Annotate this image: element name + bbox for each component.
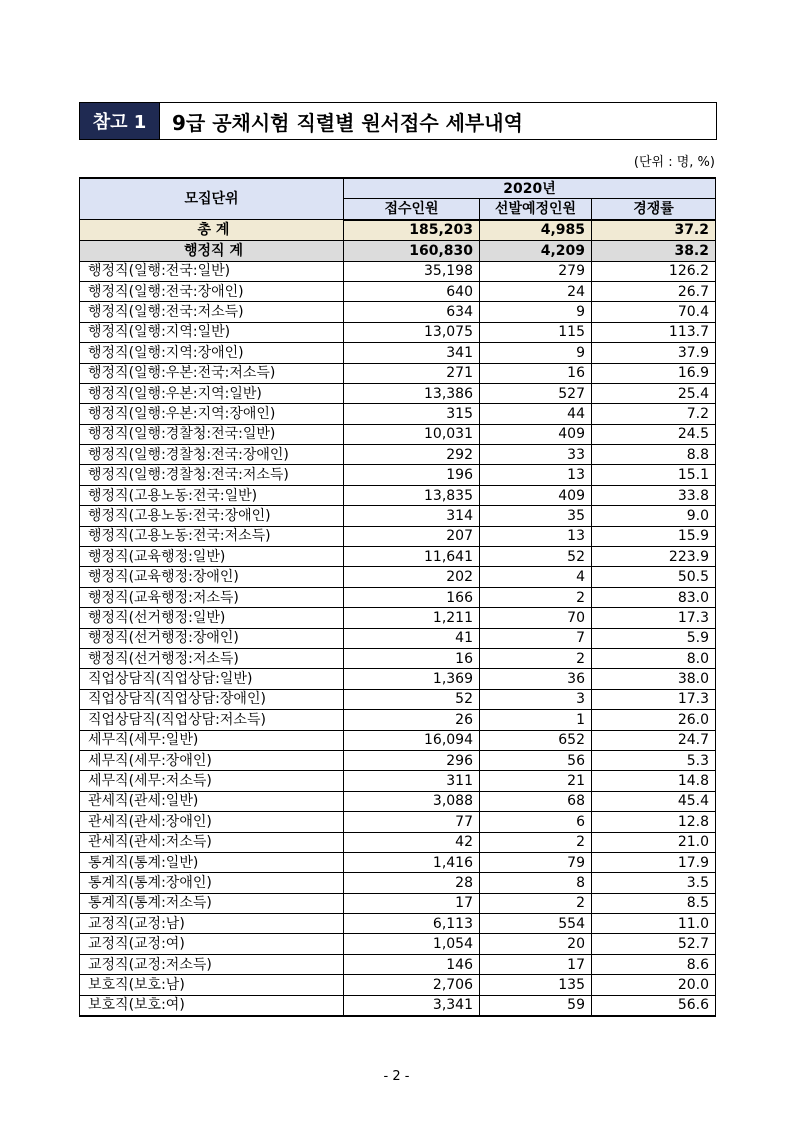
row-applicants: 1,211 <box>344 608 480 628</box>
header-ratio: 경쟁률 <box>592 199 716 220</box>
row-ratio: 24.5 <box>592 424 716 444</box>
row-applicants: 296 <box>344 750 480 770</box>
table-row <box>80 608 716 628</box>
table-row <box>80 934 716 954</box>
row-planned: 24 <box>480 281 592 301</box>
row-ratio: 83.0 <box>592 587 716 607</box>
table-row <box>80 424 716 444</box>
row-name: 행정직(일행:경찰청:전국:저소득) <box>80 465 344 485</box>
row-name: 행정직(고용노동:전국:저소득) <box>80 526 344 546</box>
row-applicants: 202 <box>344 567 480 587</box>
row-applicants: 292 <box>344 445 480 465</box>
row-name: 직업상담직(직업상담:일반) <box>80 669 344 689</box>
table-row <box>80 873 716 893</box>
row-applicants: 341 <box>344 343 480 363</box>
application-table <box>79 177 716 1017</box>
row-applicants: 314 <box>344 506 480 526</box>
row-planned: 70 <box>480 608 592 628</box>
table-row <box>80 445 716 465</box>
row-planned: 44 <box>480 404 592 424</box>
row-name: 보호직(보호:남) <box>80 975 344 995</box>
row-ratio: 45.4 <box>592 791 716 811</box>
row-name: 통계직(통계:저소득) <box>80 893 344 913</box>
row-applicants: 13,835 <box>344 485 480 505</box>
row-ratio: 7.2 <box>592 404 716 424</box>
row-ratio: 24.7 <box>592 730 716 750</box>
row-planned: 20 <box>480 934 592 954</box>
row-ratio: 8.5 <box>592 893 716 913</box>
row-name: 행정직(일행:전국:장애인) <box>80 281 344 301</box>
table-row <box>80 995 716 1016</box>
page-title: 9급 공채시험 직렬별 원서접수 세부내역 <box>172 110 523 135</box>
row-planned: 7 <box>480 628 592 648</box>
total-label: 총 계 <box>80 220 344 241</box>
row-ratio: 12.8 <box>592 812 716 832</box>
row-applicants: 1,416 <box>344 852 480 872</box>
row-planned: 56 <box>480 750 592 770</box>
table-row <box>80 812 716 832</box>
row-ratio: 113.7 <box>592 322 716 342</box>
row-planned: 2 <box>480 832 592 852</box>
row-name: 교정직(교정:여) <box>80 934 344 954</box>
row-name: 행정직(일행:경찰청:전국:장애인) <box>80 445 344 465</box>
row-applicants: 13,075 <box>344 322 480 342</box>
row-applicants: 26 <box>344 710 480 730</box>
row-name: 관세직(관세:일반) <box>80 791 344 811</box>
table-row <box>80 383 716 403</box>
row-applicants: 634 <box>344 302 480 322</box>
row-ratio: 223.9 <box>592 547 716 567</box>
table-row <box>80 465 716 485</box>
table-row <box>80 567 716 587</box>
row-name: 행정직(교육행정:저소득) <box>80 587 344 607</box>
table-row <box>80 750 716 770</box>
row-applicants: 207 <box>344 526 480 546</box>
row-planned: 13 <box>480 465 592 485</box>
row-name: 행정직(일행:경찰청:전국:일반) <box>80 424 344 444</box>
table-row <box>80 893 716 913</box>
total-applicants: 185,203 <box>344 220 480 241</box>
row-ratio: 5.3 <box>592 750 716 770</box>
table-row <box>80 832 716 852</box>
row-planned: 52 <box>480 547 592 567</box>
table-row <box>80 730 716 750</box>
total-ratio: 37.2 <box>592 220 716 241</box>
row-planned: 115 <box>480 322 592 342</box>
row-name: 교정직(교정:저소득) <box>80 954 344 974</box>
row-planned: 527 <box>480 383 592 403</box>
table-row <box>80 791 716 811</box>
row-name: 행정직(일행:우본:전국:저소득) <box>80 363 344 383</box>
row-planned: 9 <box>480 302 592 322</box>
row-applicants: 2,706 <box>344 975 480 995</box>
row-ratio: 5.9 <box>592 628 716 648</box>
row-planned: 59 <box>480 995 592 1016</box>
row-applicants: 3,341 <box>344 995 480 1016</box>
row-ratio: 20.0 <box>592 975 716 995</box>
admin-total-ratio: 38.2 <box>592 241 716 261</box>
row-ratio: 3.5 <box>592 873 716 893</box>
row-planned: 35 <box>480 506 592 526</box>
row-ratio: 21.0 <box>592 832 716 852</box>
row-name: 통계직(통계:장애인) <box>80 873 344 893</box>
row-ratio: 17.3 <box>592 689 716 709</box>
row-ratio: 14.8 <box>592 771 716 791</box>
row-applicants: 52 <box>344 689 480 709</box>
row-name: 행정직(일행:우본:지역:일반) <box>80 383 344 403</box>
row-applicants: 10,031 <box>344 424 480 444</box>
row-planned: 135 <box>480 975 592 995</box>
row-planned: 36 <box>480 669 592 689</box>
table-row <box>80 975 716 995</box>
row-planned: 21 <box>480 771 592 791</box>
row-planned: 409 <box>480 424 592 444</box>
row-name: 세무직(세무:장애인) <box>80 750 344 770</box>
row-name: 행정직(고용노동:전국:일반) <box>80 485 344 505</box>
row-applicants: 6,113 <box>344 914 480 934</box>
row-planned: 13 <box>480 526 592 546</box>
row-planned: 554 <box>480 914 592 934</box>
row-applicants: 35,198 <box>344 261 480 281</box>
reference-badge: 참고 1 <box>80 103 160 139</box>
row-name: 행정직(교육행정:일반) <box>80 547 344 567</box>
row-ratio: 25.4 <box>592 383 716 403</box>
row-applicants: 3,088 <box>344 791 480 811</box>
table-row <box>80 302 716 322</box>
row-name: 행정직(선거행정:일반) <box>80 608 344 628</box>
row-planned: 16 <box>480 363 592 383</box>
row-applicants: 166 <box>344 587 480 607</box>
row-name: 관세직(관세:저소득) <box>80 832 344 852</box>
admin-total-planned: 4,209 <box>480 241 592 261</box>
table-row <box>80 281 716 301</box>
table-row <box>80 506 716 526</box>
total-row <box>80 220 716 241</box>
row-applicants: 42 <box>344 832 480 852</box>
row-planned: 9 <box>480 343 592 363</box>
row-applicants: 11,641 <box>344 547 480 567</box>
row-ratio: 33.8 <box>592 485 716 505</box>
row-applicants: 640 <box>344 281 480 301</box>
table-row <box>80 363 716 383</box>
row-planned: 8 <box>480 873 592 893</box>
table-row <box>80 343 716 363</box>
row-ratio: 17.9 <box>592 852 716 872</box>
table-row <box>80 587 716 607</box>
row-ratio: 26.0 <box>592 710 716 730</box>
row-applicants: 271 <box>344 363 480 383</box>
row-name: 행정직(교육행정:장애인) <box>80 567 344 587</box>
row-name: 세무직(세무:저소득) <box>80 771 344 791</box>
table-row <box>80 628 716 648</box>
row-name: 행정직(일행:지역:일반) <box>80 322 344 342</box>
row-name: 교정직(교정:남) <box>80 914 344 934</box>
table-row <box>80 669 716 689</box>
row-planned: 68 <box>480 791 592 811</box>
row-name: 행정직(고용노동:전국:장애인) <box>80 506 344 526</box>
table-row <box>80 322 716 342</box>
unit-note: (단위 : 명, %) <box>633 155 715 170</box>
row-ratio: 8.6 <box>592 954 716 974</box>
table-row <box>80 771 716 791</box>
row-planned: 2 <box>480 587 592 607</box>
title-box <box>79 102 717 140</box>
row-ratio: 50.5 <box>592 567 716 587</box>
row-planned: 2 <box>480 893 592 913</box>
page-number: - 2 - <box>383 1069 410 1084</box>
row-applicants: 16 <box>344 648 480 668</box>
table-row <box>80 261 716 281</box>
row-applicants: 1,369 <box>344 669 480 689</box>
row-applicants: 41 <box>344 628 480 648</box>
row-name: 직업상담직(직업상담:저소득) <box>80 710 344 730</box>
row-name: 관세직(관세:장애인) <box>80 812 344 832</box>
row-ratio: 37.9 <box>592 343 716 363</box>
row-applicants: 311 <box>344 771 480 791</box>
row-planned: 4 <box>480 567 592 587</box>
row-planned: 409 <box>480 485 592 505</box>
row-ratio: 11.0 <box>592 914 716 934</box>
table-row <box>80 710 716 730</box>
table-row <box>80 547 716 567</box>
row-name: 직업상담직(직업상담:장애인) <box>80 689 344 709</box>
row-name: 행정직(일행:전국:일반) <box>80 261 344 281</box>
row-name: 행정직(일행:전국:저소득) <box>80 302 344 322</box>
row-planned: 1 <box>480 710 592 730</box>
row-name: 세무직(세무:일반) <box>80 730 344 750</box>
table-row <box>80 526 716 546</box>
row-planned: 279 <box>480 261 592 281</box>
row-planned: 2 <box>480 648 592 668</box>
row-applicants: 315 <box>344 404 480 424</box>
row-name: 행정직(일행:지역:장애인) <box>80 343 344 363</box>
row-applicants: 17 <box>344 893 480 913</box>
admin-total-row <box>80 241 716 261</box>
row-ratio: 52.7 <box>592 934 716 954</box>
total-planned: 4,985 <box>480 220 592 241</box>
row-ratio: 38.0 <box>592 669 716 689</box>
row-applicants: 13,386 <box>344 383 480 403</box>
row-applicants: 77 <box>344 812 480 832</box>
row-planned: 3 <box>480 689 592 709</box>
header-planned: 선발예정인원 <box>480 199 592 220</box>
row-planned: 17 <box>480 954 592 974</box>
row-ratio: 8.8 <box>592 445 716 465</box>
row-ratio: 70.4 <box>592 302 716 322</box>
row-name: 통계직(통계:일반) <box>80 852 344 872</box>
row-applicants: 28 <box>344 873 480 893</box>
admin-total-applicants: 160,830 <box>344 241 480 261</box>
row-name: 행정직(선거행정:저소득) <box>80 648 344 668</box>
table-row <box>80 954 716 974</box>
row-ratio: 15.9 <box>592 526 716 546</box>
header-year: 2020년 <box>344 178 716 199</box>
row-ratio: 17.3 <box>592 608 716 628</box>
row-planned: 79 <box>480 852 592 872</box>
header-applicants: 접수인원 <box>344 199 480 220</box>
table-row <box>80 648 716 668</box>
row-planned: 652 <box>480 730 592 750</box>
row-ratio: 126.2 <box>592 261 716 281</box>
table-row <box>80 404 716 424</box>
row-name: 보호직(보호:여) <box>80 995 344 1016</box>
row-applicants: 16,094 <box>344 730 480 750</box>
row-name: 행정직(선거행정:장애인) <box>80 628 344 648</box>
admin-total-label: 행정직 계 <box>80 241 344 261</box>
row-ratio: 16.9 <box>592 363 716 383</box>
table-row <box>80 852 716 872</box>
row-applicants: 1,054 <box>344 934 480 954</box>
header-recruit-unit: 모집단위 <box>80 178 344 220</box>
table-row <box>80 689 716 709</box>
table-row <box>80 485 716 505</box>
row-ratio: 9.0 <box>592 506 716 526</box>
row-applicants: 146 <box>344 954 480 974</box>
row-ratio: 26.7 <box>592 281 716 301</box>
row-ratio: 15.1 <box>592 465 716 485</box>
row-planned: 6 <box>480 812 592 832</box>
row-ratio: 8.0 <box>592 648 716 668</box>
row-ratio: 56.6 <box>592 995 716 1016</box>
row-planned: 33 <box>480 445 592 465</box>
row-applicants: 196 <box>344 465 480 485</box>
row-name: 행정직(일행:우본:지역:장애인) <box>80 404 344 424</box>
table-row <box>80 914 716 934</box>
